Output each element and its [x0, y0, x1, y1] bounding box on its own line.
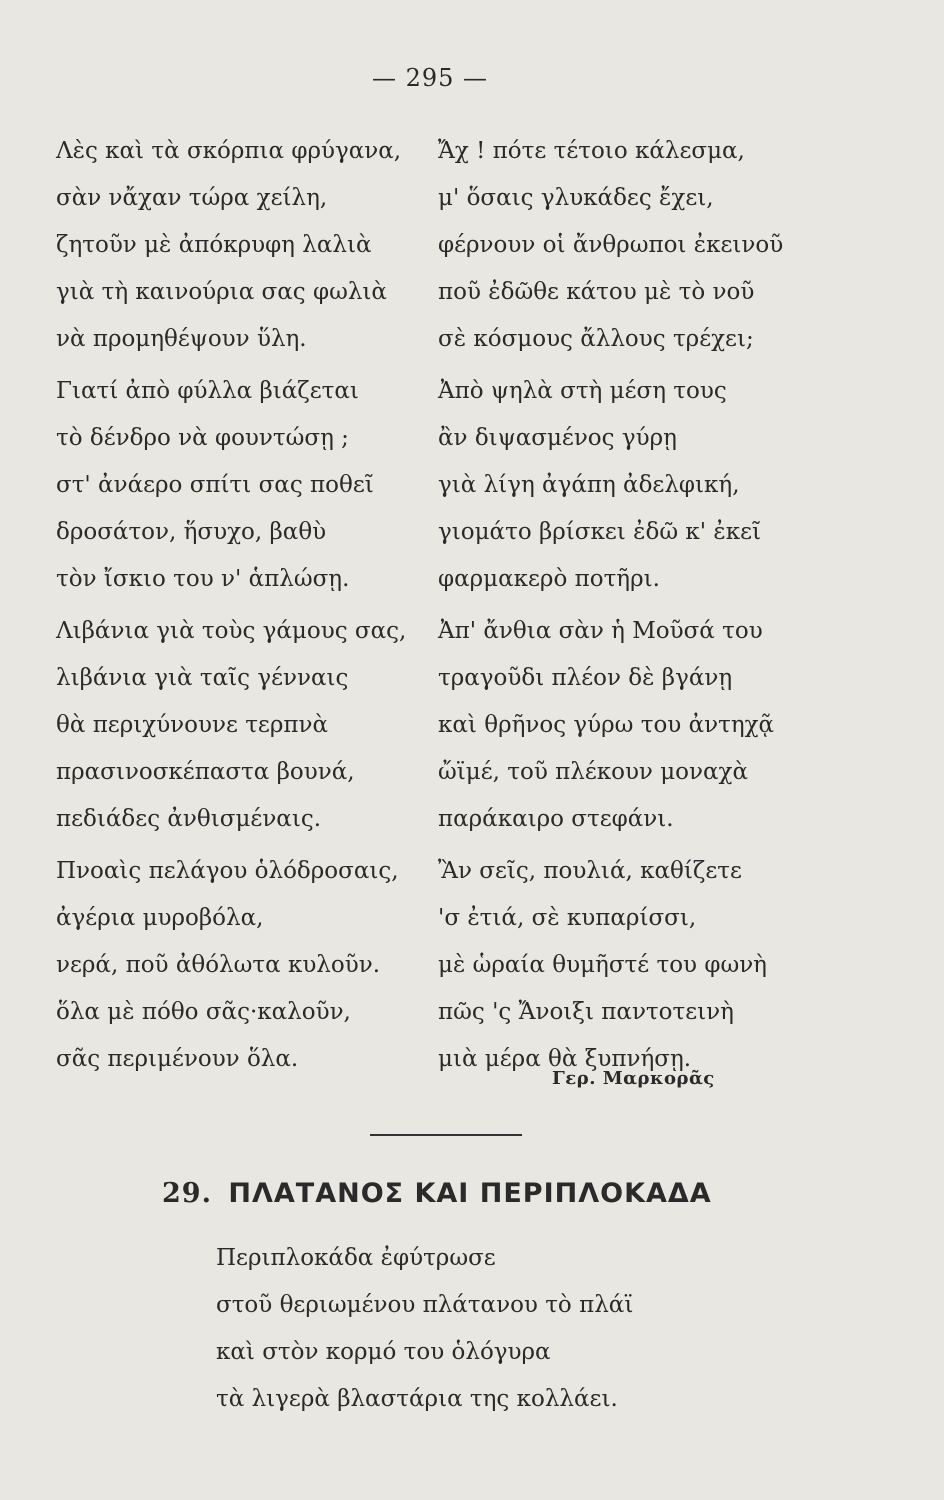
stanza-left-3 — [56, 608, 406, 843]
page-number: — 295 — — [371, 64, 489, 92]
verse-line: σᾶς περιμένουν ὅλα. — [56, 1046, 299, 1072]
verse-line: μ' ὅσαις γλυκάδες ἔχει, — [438, 185, 714, 211]
verse-line: γιομάτο βρίσκει ἐδῶ κ' ἐκεῖ — [438, 519, 762, 545]
verse-line: ὅλα μὲ πόθο σᾶς·καλοῦν, — [56, 999, 351, 1025]
stanza-right-4 — [438, 848, 767, 1083]
verse-line: δροσάτον, ἥσυχο, βαθὺ — [56, 519, 327, 545]
verse-line: καὶ στὸν κορμό του ὁλόγυρα — [216, 1339, 551, 1365]
verse-line: Ἂν σεῖς, πουλιά, καθίζετε — [438, 858, 742, 884]
verse-line: τὸ δένδρο νὰ φουντώσῃ ; — [56, 425, 349, 451]
verse-line: γιὰ τὴ καινούρια σας φωλιὰ — [56, 279, 387, 305]
verse-line: Ἀπὸ ψηλὰ στὴ μέση τους — [438, 378, 727, 404]
final-stanza — [216, 1235, 633, 1423]
verse-line: Πνοαὶς πελάγου ὁλόδροσαις, — [56, 858, 399, 884]
section-number: 29. — [162, 1178, 212, 1209]
verse-line: γιὰ λίγη ἀγάπη ἀδελφική, — [438, 472, 740, 498]
verse-line: Ἀπ' ἄνθια σὰν ἡ Μοῦσά του — [438, 618, 763, 644]
verse-line: ἀγέρια μυροβόλα, — [56, 905, 264, 931]
verse-line: λιβάνια γιὰ ταῖς γένναις — [56, 665, 349, 691]
verse-line: τὸν ἴσκιο του ν' ἁπλώσῃ. — [56, 566, 350, 592]
verse-line: φαρμακερὸ ποτῆρι. — [438, 566, 660, 592]
stanza-left-4 — [56, 848, 399, 1083]
verse-line: πρασινοσκέπαστα βουνά, — [56, 759, 355, 785]
verse-line: καὶ θρῆνος γύρω του ἀντηχᾷ — [438, 712, 775, 738]
verse-line: Περιπλοκάδα ἐφύτρωσε — [216, 1245, 496, 1271]
verse-line: Λὲς καὶ τὰ σκόρπια φρύγανα, — [56, 138, 402, 164]
verse-line: μιὰ μέρα θὰ ξυπνήσῃ. — [438, 1046, 692, 1072]
verse-line: ζητοῦν μὲ ἀπόκρυφη λαλιὰ — [56, 232, 372, 258]
stanza-right-3 — [438, 608, 774, 843]
verse-line: σὰν νἄχαν τώρα χείλη, — [56, 185, 328, 211]
verse-line: τραγοῦδι πλέον δὲ βγάνῃ — [438, 665, 733, 691]
verse-line: παράκαιρο στεφάνι. — [438, 806, 674, 832]
stanza-right-1 — [438, 128, 783, 363]
verse-line: 'σ ἐτιά, σὲ κυπαρίσσι, — [438, 905, 697, 931]
verse-line: Ἄχ ! πότε τέτοιο κάλεσμα, — [438, 138, 745, 164]
verse-line: Λιβάνια γιὰ τοὺς γάμους σας, — [56, 618, 407, 644]
verse-line: τὰ λιγερὰ βλαστάρια της κολλάει. — [216, 1386, 618, 1412]
verse-line: σὲ κόσμους ἄλλους τρέχει; — [438, 326, 754, 352]
stanza-left-2 — [56, 368, 374, 603]
verse-line: θὰ περιχύνουνε τερπνὰ — [56, 712, 328, 738]
verse-line: στ' ἀνάερο σπίτι σας ποθεῖ — [56, 472, 374, 498]
verse-line: ἂν διψασμένος γύρῃ — [438, 425, 677, 451]
verse-line: Γιατί ἀπὸ φύλλα βιάζεται — [56, 378, 359, 404]
stanza-right-2 — [438, 368, 761, 603]
verse-line: ὤϊμέ, τοῦ πλέκουν μοναχὰ — [438, 759, 749, 785]
verse-line: πεδιάδες ἀνθισμέναις. — [56, 806, 322, 832]
verse-line: νερά, ποῦ ἀθόλωτα κυλοῦν. — [56, 952, 381, 978]
verse-line: φέρνουν οἱ ἄνθρωποι ἐκεινοῦ — [438, 232, 784, 258]
stanza-left-1 — [56, 128, 401, 363]
verse-line: πῶς 'ς Ἄνοιξι παντοτεινὴ — [438, 999, 734, 1025]
author-signature: Γερ. Μαρκορᾶς — [552, 1068, 715, 1089]
section-title: ΠΛΑΤΑΝΟΣ ΚΑΙ ΠΕΡΙΠΛΟΚΑΔΑ — [228, 1178, 712, 1209]
section-heading — [162, 1178, 712, 1209]
verse-line: μὲ ὡραία θυμῆστέ του φωνὴ — [438, 952, 767, 978]
section-divider — [370, 1134, 522, 1136]
verse-line: ποῦ ἐδῶθε κάτου μὲ τὸ νοῦ — [438, 279, 755, 305]
verse-line: στοῦ θεριωμένου πλάτανου τὸ πλάϊ — [216, 1292, 634, 1318]
verse-line: νὰ προμηθέψουν ὕλη. — [56, 326, 307, 352]
